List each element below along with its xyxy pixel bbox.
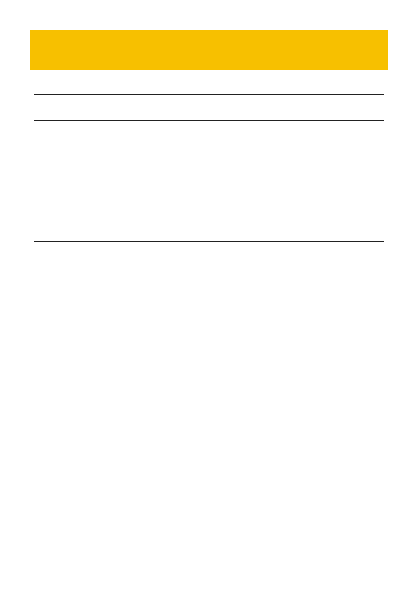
divider: [34, 241, 384, 242]
divider: [34, 120, 384, 121]
header-bar: [30, 30, 388, 70]
divider: [34, 94, 384, 95]
